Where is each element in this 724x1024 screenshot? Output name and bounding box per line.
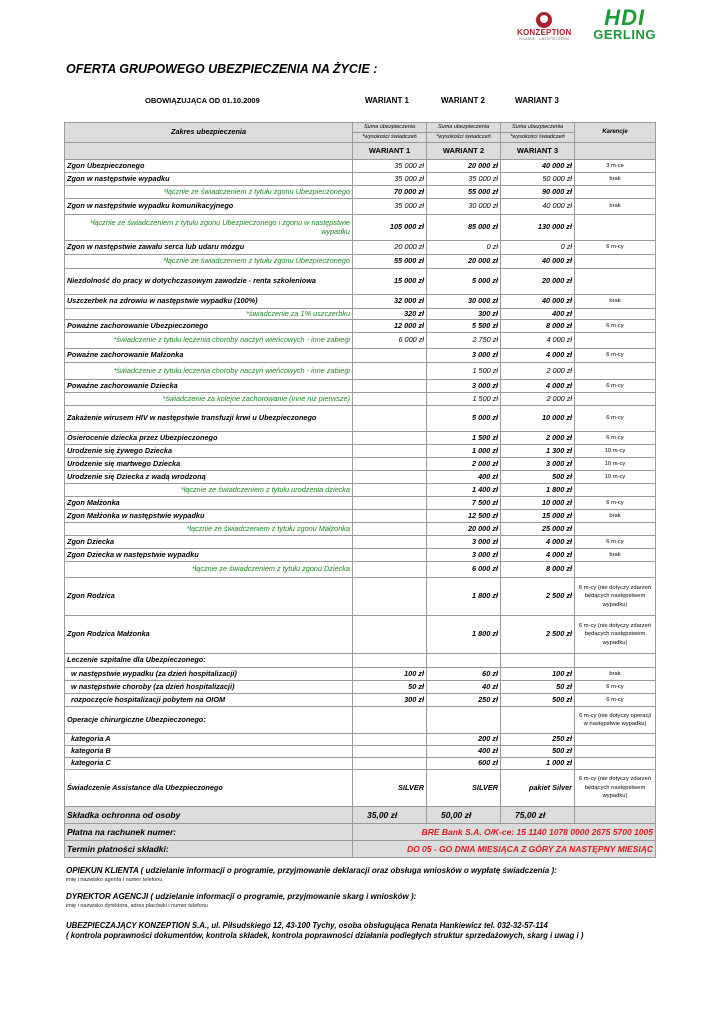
row-label: Świadczenie Assistance dla Ubezpieczonego (65, 770, 353, 807)
row-karencja: 10 m-cy (575, 471, 656, 484)
row-label: Zgon w następstwie wypadku komunikacyjnego (65, 199, 353, 215)
row-karencja: brak (575, 173, 656, 186)
row-value-variant-1 (353, 349, 427, 363)
konzeption-sub: FINANSE · UBEZPIECZENIA (518, 37, 570, 41)
row-karencja: brak (575, 510, 656, 523)
table-row (65, 173, 656, 186)
row-value-variant-3: 15 000 zł (501, 510, 575, 523)
row-value-variant-1: 6 000 zł (353, 333, 427, 349)
row-karencja: 3 m-ce (575, 160, 656, 173)
rachunek-label: Płatna na rachunek numer: (65, 824, 353, 841)
row-karencja: 6 m-cy (575, 349, 656, 363)
hdi-gerling-logo (593, 5, 656, 42)
row-label: Zgon Rodzica (65, 578, 353, 616)
row-value-variant-1: 100 zł (353, 668, 427, 681)
row-value-variant-2: 35 000 zł (427, 173, 501, 186)
header-karencje: Karencje (575, 123, 656, 143)
row-label: Poważne zachorowanie Dziecka (65, 380, 353, 393)
row-value-variant-2: 1 500 zł (427, 363, 501, 380)
row-value-variant-3 (501, 707, 575, 734)
table-row (65, 349, 656, 363)
variant-heading-3: WARIANT 3 (515, 96, 559, 105)
row-value-variant-1 (353, 497, 427, 510)
table-row (65, 746, 656, 758)
skladka-blank (575, 807, 656, 824)
row-value-variant-2: 3 000 zł (427, 349, 501, 363)
table-row (65, 562, 656, 578)
row-value-variant-2: 1 400 zł (427, 484, 501, 497)
table-row (65, 694, 656, 707)
row-value-variant-1 (353, 707, 427, 734)
variant-heading-2: WARIANT 2 (441, 96, 485, 105)
row-karencja (575, 186, 656, 199)
row-karencja (575, 269, 656, 295)
row-label: *świadczenie z tytułu leczenia choroby naczyń wieńcowych - inne zabiegi (65, 333, 353, 349)
row-karencja: 6 m-cy (575, 320, 656, 333)
row-karencja (575, 363, 656, 380)
row-value-variant-3: 500 zł (501, 694, 575, 707)
row-value-variant-1 (353, 363, 427, 380)
validity-date: OBOWIĄZUJĄCA OD 01.10.2009 (145, 96, 260, 105)
table-row (65, 770, 656, 807)
row-value-variant-3: 250 zł (501, 734, 575, 746)
row-value-variant-2: 3 000 zł (427, 549, 501, 562)
row-label: Uszczerbek na zdrowiu w następstwie wypadku (100%) (65, 295, 353, 309)
row-label: Osierocenie dziecka przez Ubezpieczonego (65, 432, 353, 445)
row-value-variant-1: 15 000 zł (353, 269, 427, 295)
row-value-variant-2: 85 000 zł (427, 215, 501, 241)
table-row (65, 406, 656, 432)
row-value-variant-2: 2 750 zł (427, 333, 501, 349)
header-suma-1: Suma ubezpieczenia (353, 123, 427, 133)
row-label: kategoria C (65, 758, 353, 770)
header-wysokosc-1: *wysokości świadczeń (353, 133, 427, 143)
row-value-variant-2: 250 zł (427, 694, 501, 707)
row-value-variant-2: 200 zł (427, 734, 501, 746)
table-row (65, 269, 656, 295)
konzeption-logo (509, 12, 579, 41)
skladka-variant-2: 50,00 zł (427, 807, 501, 824)
row-value-variant-1: 320 zł (353, 309, 427, 320)
row-value-variant-2: 400 zł (427, 471, 501, 484)
row-karencja (575, 333, 656, 349)
row-value-variant-2: 1 500 zł (427, 393, 501, 406)
row-value-variant-3: 40 000 zł (501, 255, 575, 269)
row-value-variant-1 (353, 393, 427, 406)
table-row (65, 578, 656, 616)
row-label: w następstwie choroby (za dzień hospitalizacji) (65, 681, 353, 694)
row-label: Zgon Dziecka (65, 536, 353, 549)
row-value-variant-1 (353, 484, 427, 497)
header-suma-3: Suma ubezpieczenia (501, 123, 575, 133)
row-label: Zgon w następstwie zawału serca lub udaru mózgu (65, 241, 353, 255)
row-karencja (575, 309, 656, 320)
page-title: OFERTA GRUPOWEGO UBEZPIECZENIA NA ŻYCIE : (66, 62, 378, 76)
row-value-variant-2: 600 zł (427, 758, 501, 770)
row-value-variant-3: 4 000 zł (501, 536, 575, 549)
row-value-variant-2: 1 000 zł (427, 445, 501, 458)
row-value-variant-1 (353, 758, 427, 770)
row-karencja: 6 m-cy (575, 681, 656, 694)
table-row (65, 510, 656, 523)
row-value-variant-1 (353, 445, 427, 458)
row-value-variant-1 (353, 432, 427, 445)
table-row (65, 758, 656, 770)
row-karencja (575, 255, 656, 269)
table-row (65, 654, 656, 668)
row-value-variant-3: 500 zł (501, 746, 575, 758)
contact-opiekun (66, 866, 557, 883)
row-value-variant-2: 1 800 zł (427, 578, 501, 616)
header-zakres: Zakres ubezpieczenia (65, 123, 353, 143)
row-label: *świadczenie za kolejne zachorowanie (inne niż pierwsze) (65, 393, 353, 406)
row-label: *świadczenie z tytułu leczenia choroby naczyń wieńcowych - inne zabiegi (65, 363, 353, 380)
column-variant-2: WARIANT 2 (427, 143, 501, 160)
table-row (65, 497, 656, 510)
row-value-variant-3: 4 000 zł (501, 549, 575, 562)
table-row (65, 363, 656, 380)
row-value-variant-3 (501, 654, 575, 668)
ubezpieczajacy-line-2: ( kontrola poprawności dokumentów, kontrola składek, kontrola poprawności działania podległych struktur sprzedażowych, skarg i uwag i ) (66, 931, 584, 940)
row-value-variant-3: 4 000 zł (501, 380, 575, 393)
row-value-variant-1: 35 000 zł (353, 173, 427, 186)
row-value-variant-2: 5 500 zł (427, 320, 501, 333)
column-variant-3: WARIANT 3 (501, 143, 575, 160)
skladka-label: Składka ochronna od osoby (65, 807, 353, 824)
table-row (65, 160, 656, 173)
row-value-variant-2: 55 000 zł (427, 186, 501, 199)
row-karencja: 6 m-cy (575, 694, 656, 707)
contact-ubezpieczajacy (66, 921, 583, 941)
row-label: rozpoczęcie hospitalizacji pobytem na OIOM (65, 694, 353, 707)
row-value-variant-1 (353, 562, 427, 578)
table-row (65, 536, 656, 549)
row-value-variant-1: 300 zł (353, 694, 427, 707)
row-karencja (575, 654, 656, 668)
row-value-variant-3: 10 000 zł (501, 406, 575, 432)
row-value-variant-3: 50 000 zł (501, 173, 575, 186)
termin-row (65, 841, 656, 858)
opiekun-text: OPIEKUN KLIENTA ( udzielanie informacji o programie, przyjmowanie deklaracji oraz obsługa wniosków o wypłatę świadczenia ): (66, 866, 557, 875)
header-wysokosc-3: *wysokości świadczeń (501, 133, 575, 143)
header-wysokosc-2: *wysokości świadczeń (427, 133, 501, 143)
gerling-text: GERLING (593, 27, 656, 42)
opiekun-sub: imię i nazwisko agenta i numer telefonu (66, 877, 163, 883)
table-row (65, 484, 656, 497)
row-label: Zgon Dziecka w następstwie wypadku (65, 549, 353, 562)
table-row (65, 320, 656, 333)
row-value-variant-2: 30 000 zł (427, 199, 501, 215)
row-karencja: 6 m-cy (575, 406, 656, 432)
header-blank-right (575, 143, 656, 160)
table-row (65, 393, 656, 406)
row-value-variant-2: 20 000 zł (427, 160, 501, 173)
row-karencja (575, 523, 656, 536)
row-value-variant-1: 20 000 zł (353, 241, 427, 255)
row-value-variant-2 (427, 654, 501, 668)
row-value-variant-3: 3 000 zł (501, 458, 575, 471)
row-value-variant-3: 400 zł (501, 309, 575, 320)
table-row (65, 215, 656, 241)
konzeption-name: KONZEPTION (517, 28, 572, 37)
row-value-variant-1 (353, 510, 427, 523)
table-row (65, 380, 656, 393)
row-label: Poważne zachorowanie Ubezpieczonego (65, 320, 353, 333)
row-value-variant-3: 4 000 zł (501, 349, 575, 363)
row-value-variant-1 (353, 616, 427, 654)
row-label: kategoria B (65, 746, 353, 758)
row-value-variant-2: 5 000 zł (427, 406, 501, 432)
dyrektor-text: DYREKTOR AGENCJI ( udzielanie informacji o programie, przyjmowanie skarg i wniosków ): (66, 892, 417, 901)
row-value-variant-3: pakiet Silver (501, 770, 575, 807)
row-karencja: 6 m-cy (575, 536, 656, 549)
row-label: Zakażenie wirusem HIV w następstwie transfuzji krwi u Ubezpieczonego (65, 406, 353, 432)
table-row (65, 309, 656, 320)
table-row (65, 668, 656, 681)
row-value-variant-2: 60 zł (427, 668, 501, 681)
row-value-variant-3: 8 000 zł (501, 320, 575, 333)
row-label: Operacje chirurgiczne Ubezpieczonego: (65, 707, 353, 734)
row-karencja: 6 m-cy (575, 241, 656, 255)
row-value-variant-2: 3 000 zł (427, 536, 501, 549)
row-label: Zgon Małżonka (65, 497, 353, 510)
row-value-variant-3: 2 500 zł (501, 616, 575, 654)
row-value-variant-2: 1 800 zł (427, 616, 501, 654)
row-value-variant-3: 1 800 zł (501, 484, 575, 497)
row-value-variant-3: 25 000 zł (501, 523, 575, 536)
insurance-table (64, 122, 656, 858)
rachunek-row (65, 824, 656, 841)
row-value-variant-1: 32 000 zł (353, 295, 427, 309)
table-row (65, 549, 656, 562)
row-value-variant-1 (353, 549, 427, 562)
row-karencja: 6 m-cy (nie dotyczy zdarzeń będących następstwem wypadku) (575, 770, 656, 807)
row-karencja: 10 m-cy (575, 445, 656, 458)
row-karencja: 6 m-cy (nie dotyczy operacji w następstwie wypadku) (575, 707, 656, 734)
rachunek-number: BRE Bank S.A. O/K-ce: 15 1140 1078 0000 2675 5700 1005 (353, 824, 656, 841)
row-label: Zgon Rodzica Małżonka (65, 616, 353, 654)
row-value-variant-1: 35 000 zł (353, 160, 427, 173)
dyrektor-sub: imię i nazwisko dyrektora, adres placówki i numer telefonu (66, 903, 208, 909)
row-karencja: 6 m-cy (575, 432, 656, 445)
row-value-variant-1 (353, 536, 427, 549)
row-value-variant-3: 90 000 zł (501, 186, 575, 199)
row-value-variant-1 (353, 578, 427, 616)
row-karencja: brak (575, 668, 656, 681)
table-row (65, 734, 656, 746)
skladka-variant-3: 75,00 zł (501, 807, 575, 824)
contact-dyrektor (66, 892, 416, 909)
row-value-variant-3: 0 zł (501, 241, 575, 255)
row-value-variant-1: 50 zł (353, 681, 427, 694)
row-label: *łącznie ze świadczeniem z tytułu zgonu Ubezpieczonego (65, 255, 353, 269)
row-karencja (575, 562, 656, 578)
header-suma-2: Suma ubezpieczenia (427, 123, 501, 133)
table-row (65, 523, 656, 536)
row-value-variant-3: 1 000 zł (501, 758, 575, 770)
row-value-variant-3: 50 zł (501, 681, 575, 694)
row-karencja: 6 m-cy (575, 497, 656, 510)
row-label: Zgon Ubezpieczonego (65, 160, 353, 173)
row-karencja (575, 746, 656, 758)
row-value-variant-1: 55 000 zł (353, 255, 427, 269)
row-value-variant-2: 7 500 zł (427, 497, 501, 510)
row-karencja: brak (575, 549, 656, 562)
row-value-variant-3: 2 000 zł (501, 432, 575, 445)
row-value-variant-1 (353, 523, 427, 536)
row-value-variant-1 (353, 406, 427, 432)
row-label: *łącznie ze świadczeniem z tytułu zgonu Małżonka (65, 523, 353, 536)
row-label: Urodzenie się Dziecka z wadą wrodzoną (65, 471, 353, 484)
row-value-variant-3: 2 000 zł (501, 393, 575, 406)
row-value-variant-2 (427, 707, 501, 734)
row-karencja: 6 m-cy (nie dotyczy zdarzeń będących następstwem wypadku) (575, 616, 656, 654)
row-label: *świadczenie za 1% uszczerbku (65, 309, 353, 320)
table-row (65, 458, 656, 471)
row-value-variant-1: SILVER (353, 770, 427, 807)
table-row (65, 295, 656, 309)
termin-value: DO 05 - GO DNIA MIESIĄCA Z GÓRY ZA NASTĘPNY MIESIĄC (353, 841, 656, 858)
row-value-variant-2: SILVER (427, 770, 501, 807)
row-value-variant-3: 40 000 zł (501, 199, 575, 215)
table-row (65, 199, 656, 215)
table-row (65, 333, 656, 349)
table-row (65, 707, 656, 734)
hdi-text: HDI (604, 5, 646, 30)
row-value-variant-3: 40 000 zł (501, 295, 575, 309)
skladka-row (65, 807, 656, 824)
row-karencja (575, 484, 656, 497)
row-value-variant-3: 40 000 zł (501, 160, 575, 173)
header-blank (65, 143, 353, 160)
row-value-variant-3: 20 000 zł (501, 269, 575, 295)
row-karencja (575, 734, 656, 746)
row-karencja: brak (575, 295, 656, 309)
row-karencja (575, 758, 656, 770)
row-label: Zgon w następstwie wypadku (65, 173, 353, 186)
row-karencja (575, 393, 656, 406)
row-value-variant-3: 10 000 zł (501, 497, 575, 510)
table-row (65, 616, 656, 654)
row-value-variant-2: 40 zł (427, 681, 501, 694)
table-row (65, 241, 656, 255)
row-value-variant-3: 4 000 zł (501, 333, 575, 349)
row-label: *łącznie ze świadczeniem z tytułu urodzenia dziecka (65, 484, 353, 497)
row-karencja: 10 m-cy (575, 458, 656, 471)
row-value-variant-2: 1 500 zł (427, 432, 501, 445)
ubezpieczajacy-line-1: UBEZPIECZAJĄCY KONZEPTION S.A., ul. Piłsudskiego 12, 43-100 Tychy, osoba obsługująca Renata Hankiewicz tel. 032-32-57-114 (66, 921, 548, 930)
row-value-variant-2: 5 000 zł (427, 269, 501, 295)
table-row (65, 432, 656, 445)
row-karencja (575, 215, 656, 241)
column-variant-1: WARIANT 1 (353, 143, 427, 160)
row-karencja: 6 m-cy (575, 380, 656, 393)
table-row (65, 681, 656, 694)
row-label: *łącznie ze świadczeniem z tytułu zgonu Dziecka (65, 562, 353, 578)
row-value-variant-2: 400 zł (427, 746, 501, 758)
row-label: *łącznie ze świadczeniem z tytułu zgonu Ubezpieczonego i zgonu w następstwie wypadku (65, 215, 353, 241)
row-value-variant-1 (353, 746, 427, 758)
row-value-variant-1: 70 000 zł (353, 186, 427, 199)
row-value-variant-1: 12 000 zł (353, 320, 427, 333)
row-value-variant-2: 2 000 zł (427, 458, 501, 471)
row-label: kategoria A (65, 734, 353, 746)
row-value-variant-3: 2 000 zł (501, 363, 575, 380)
row-value-variant-1 (353, 380, 427, 393)
row-value-variant-2: 20 000 zł (427, 255, 501, 269)
skladka-variant-1: 35,00 zł (353, 807, 427, 824)
row-label: Leczenie szpitalne dla Ubezpieczonego: (65, 654, 353, 668)
table-row (65, 186, 656, 199)
row-value-variant-3: 500 zł (501, 471, 575, 484)
konzeption-mark-icon (536, 12, 552, 28)
table-row (65, 255, 656, 269)
row-label: Niezdolność do pracy w dotychczasowym zawodzie - renta szkoleniowa (65, 269, 353, 295)
row-value-variant-2: 20 000 zł (427, 523, 501, 536)
row-label: *łącznie ze świadczeniem z tytułu zgonu Ubezpieczonego (65, 186, 353, 199)
row-value-variant-2: 0 zł (427, 241, 501, 255)
table-row (65, 445, 656, 458)
row-karencja: 6 m-cy (nie dotyczy zdarzeń będących następstwem wypadku) (575, 578, 656, 616)
row-value-variant-2: 12 500 zł (427, 510, 501, 523)
row-value-variant-1: 105 000 zł (353, 215, 427, 241)
row-label: Urodzenie się martwego Dziecka (65, 458, 353, 471)
row-value-variant-3: 1 300 zł (501, 445, 575, 458)
row-label: w następstwie wypadku (za dzień hospitalizacji) (65, 668, 353, 681)
row-value-variant-3: 2 500 zł (501, 578, 575, 616)
row-value-variant-3: 130 000 zł (501, 215, 575, 241)
row-label: Urodzenie się żywego Dziecka (65, 445, 353, 458)
row-karencja: brak (575, 199, 656, 215)
row-label: Zgon Małżonka w następstwie wypadku (65, 510, 353, 523)
row-value-variant-1 (353, 734, 427, 746)
row-value-variant-3: 8 000 zł (501, 562, 575, 578)
termin-label: Termin płatności składki: (65, 841, 353, 858)
row-value-variant-2: 3 000 zł (427, 380, 501, 393)
row-value-variant-1 (353, 471, 427, 484)
table-row (65, 471, 656, 484)
row-value-variant-2: 30 000 zł (427, 295, 501, 309)
logos (509, 5, 656, 46)
row-value-variant-1 (353, 654, 427, 668)
row-value-variant-2: 6 000 zł (427, 562, 501, 578)
row-label: Poważne zachorowanie Małżonka (65, 349, 353, 363)
row-value-variant-1 (353, 458, 427, 471)
variant-heading-1: WARIANT 1 (365, 96, 409, 105)
row-value-variant-1: 35 000 zł (353, 199, 427, 215)
row-value-variant-2: 300 zł (427, 309, 501, 320)
row-value-variant-3: 100 zł (501, 668, 575, 681)
